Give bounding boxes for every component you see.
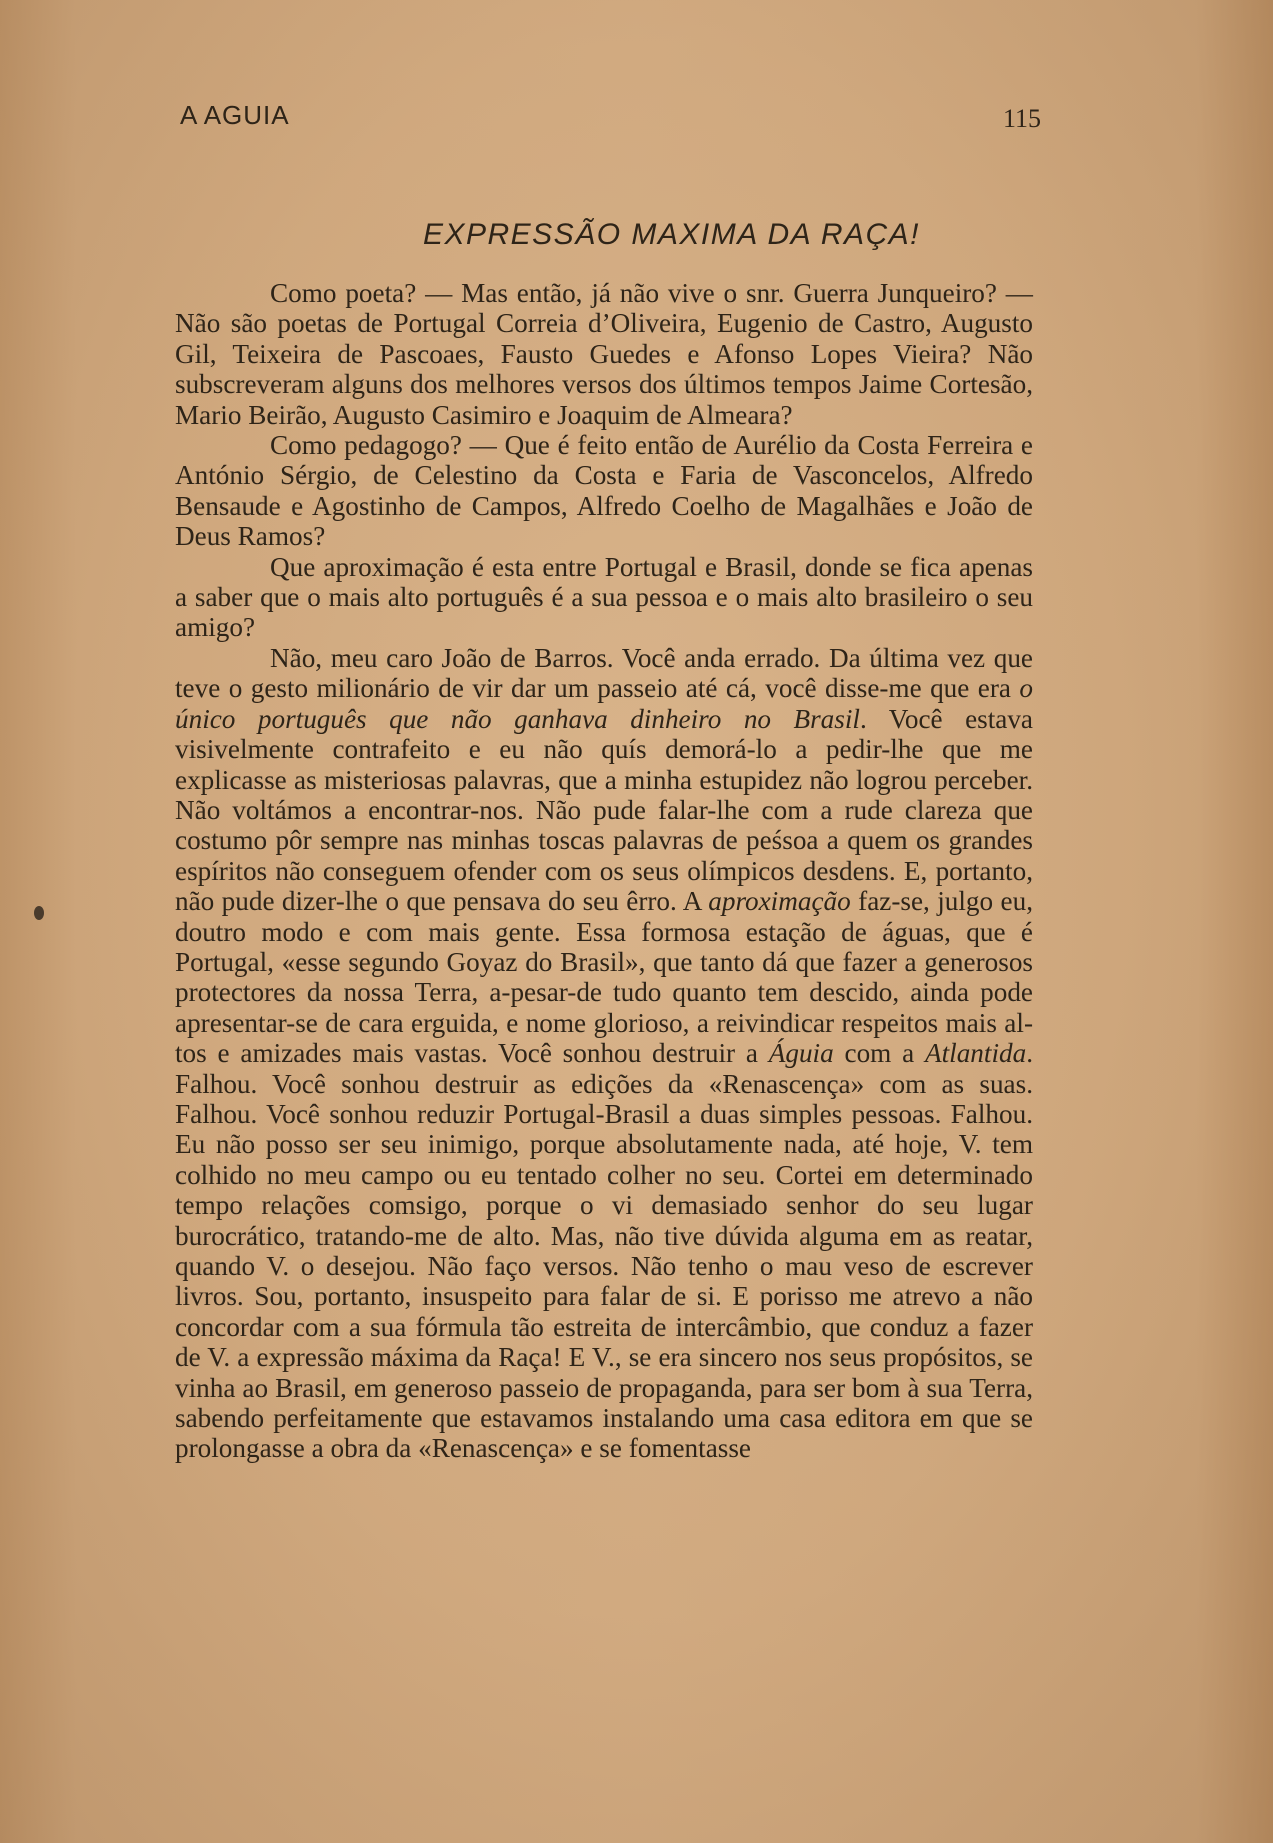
text-run: faz-se, julgo eu, doutro modo e com mais gente. Essa formosa estação de águas, que é Portugal, «esse segundo Goyaz do Brasil», que tanto dá que fazer a generosos protectores da nossa Terra, a-pesar-de tudo quanto tem descido, ainda pode apresentar-se de cara erguida, e nome glorioso, a reivindicar respeitos mais altos e amizades mais vastas. Você sonhou destruir a [175,886,1033,1069]
paragraph [175,643,1033,1464]
italic-run: aproximação [708,886,851,917]
article-body [175,278,1033,1464]
text-run: Não, meu caro João de Barros. Você anda errado. Da última vez que teve o gesto milionário de vir dar um passeio até cá, você disse-me que era [175,642,1033,704]
italic-run: Atlantida [925,1038,1027,1069]
text-run: com a [833,1038,925,1069]
ink-spot [34,906,44,920]
page-number: 115 [1003,104,1042,133]
paragraph: Como poeta? — Mas então, já não vive o snr. Guerra Junqueiro? — Não são poetas de Portugal Correia d’Oliveira, Eugenio de Castro, Augusto Gil, Teixeira de Pascoaes, Fausto Guedes e Afonso Lopes Vieira? Não subscreveram alguns dos melhores versos dos últimos tempos Jaime Cortesão, Mario Beirão, Augusto Casimiro e Joaquim de Almeara? [175,278,1033,430]
paragraph: Que aproximação é esta entre Portugal e Brasil, donde se fica apenas a saber que o mais alto português é a sua pessoa e o mais alto brasileiro o seu amigo? [175,551,1033,643]
italic-run: o único português que não ganhava dinheiro no Brasil [175,673,1033,734]
text-run: . Você estava visivelmente contrafeito e eu não quís demorá-lo a pedir-lhe que me explicasse as misteriosas palavras, que a minha estupidez não logrou perceber. Não voltámos a encontrar-nos. Não pude falar-lhe com a rude clareza que costumo pôr sempre nas minhas toscas palavras de peśsoa a quem os grandes espíritos não conseguem ofender com os seus olímpicos desdens. E, portanto, não pude dizer-lhe o que pensava do seu êrro. A [175,703,1034,917]
italic-run: Águia [768,1038,834,1069]
article-title: EXPRESSÃO MAXIMA DA RAÇA! [422,218,921,251]
text-run: . Falhou. Você sonhou destruir as edições da «Renascença» com as suas. Falhou. Você sonhou reduzir Portugal-Brasil a duas simples pessoas. Falhou. Eu não posso ser seu inimigo, porque absolutamente nada, até hoje, V. tem colhido no meu campo ou eu tentado colher no seu. Cortei em determinado tempo relações comsigo, porque o vi demasiado senhor do seu lugar burocrático, tratando-me de alto. Mas, não tive dúvida alguma em as reatar, quando V. o desejou. Não faço versos. Não tenho o mau veso de escrever livros. Sou, portanto, insuspeito para falar de si. E porisso me atrevo a não concordar com a sua fórmula tão estreita de intercâmbio, que conduz a fazer de V. a expressão máxima da Raça! E V., se era sincero nos seus propósitos, se vinha ao Brasil, em generoso passeio de propaganda, para ser bom à sua Terra, sabendo perfeitamente que estavamos instalando uma casa editora em que se prolongasse a obra da «Renascença» e se fomentasse [175,1038,1033,1464]
paragraph: Como pedagogo? — Que é feito então de Aurélio da Costa Ferreira e António Sérgio, de Celestino da Costa e Faria de Vasconcelos, Alfredo Bensaude e Agostinho de Campos, Alfredo Coelho de Magalhães e João de Deus Ramos? [175,430,1033,552]
running-head: A AGUIA [180,100,290,130]
